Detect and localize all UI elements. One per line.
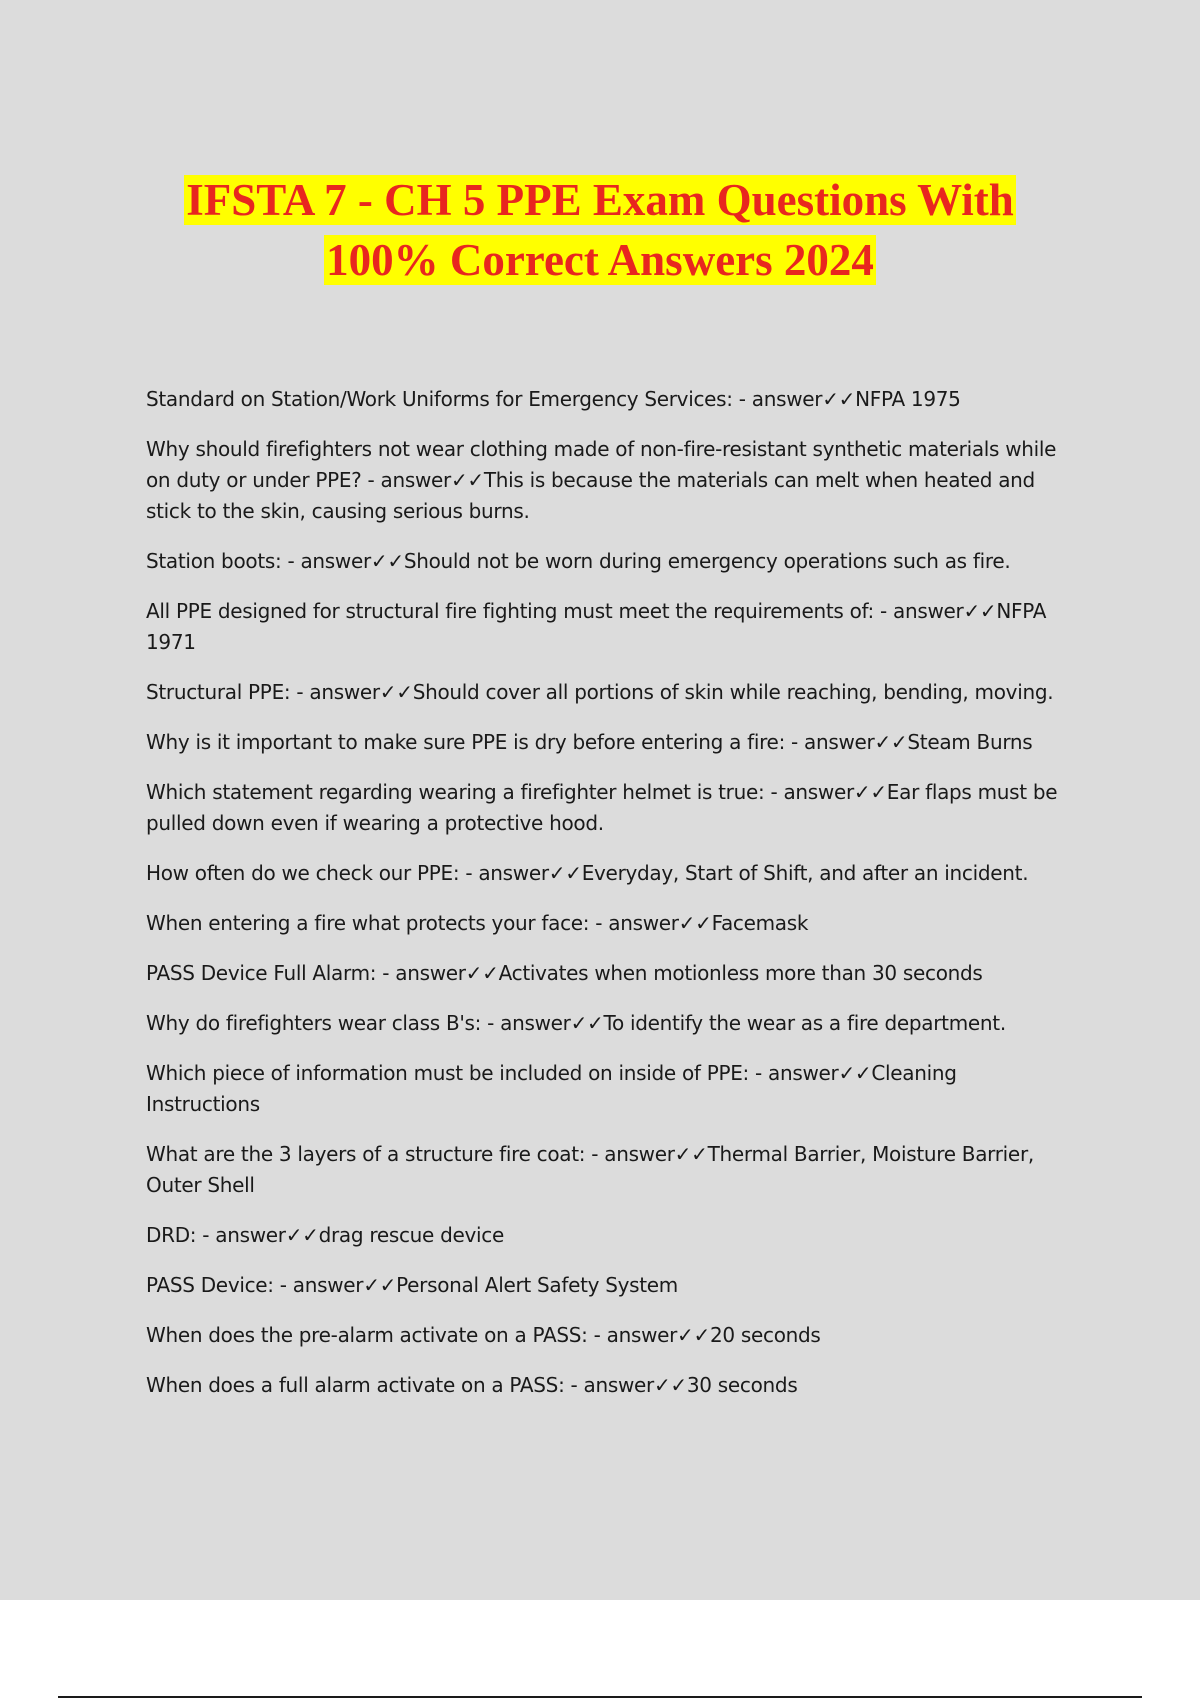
qa-item: PASS Device Full Alarm: - answer✓✓Activates when motionless more than 30 seconds <box>146 961 983 985</box>
qa-item: Why should firefighters not wear clothing made of non-fire-resistant synthetic materials while on duty or under PPE? - answer✓✓This is because the materials can melt when heated and stick to the skin, causing serious burns. <box>146 437 1057 523</box>
qa-item: What are the 3 layers of a structure fire coat: - answer✓✓Thermal Barrier, Moisture Barrier, Outer Shell <box>146 1142 1034 1197</box>
bottom-divider <box>58 1696 1142 1698</box>
qa-item: DRD: - answer✓✓drag rescue device <box>146 1223 504 1247</box>
qa-item: Standard on Station/Work Uniforms for Emergency Services: - answer✓✓NFPA 1975 <box>146 387 961 411</box>
document-title <box>0 170 1200 290</box>
qa-item: Why is it important to make sure PPE is dry before entering a fire: - answer✓✓Steam Burns <box>146 730 1033 754</box>
qa-item: Structural PPE: - answer✓✓Should cover all portions of skin while reaching, bending, moving. <box>146 680 1054 704</box>
qa-item: All PPE designed for structural fire fighting must meet the requirements of: - answer✓✓NFPA 1971 <box>146 599 1047 654</box>
qa-item: Why do firefighters wear class B's: - answer✓✓To identify the wear as a fire department. <box>146 1011 1006 1035</box>
qa-item: Which statement regarding wearing a firefighter helmet is true: - answer✓✓Ear flaps must be pulled down even if wearing a protective hood. <box>146 780 1058 835</box>
title-line-2: 100% Correct Answers 2024 <box>326 235 874 285</box>
qa-item: Which piece of information must be included on inside of PPE: - answer✓✓Cleaning Instructions <box>146 1061 957 1116</box>
title-line-1: IFSTA 7 - CH 5 PPE Exam Questions With <box>186 175 1014 225</box>
qa-item: When does the pre-alarm activate on a PASS: - answer✓✓20 seconds <box>146 1323 821 1347</box>
qa-item: How often do we check our PPE: - answer✓✓Everyday, Start of Shift, and after an incident. <box>146 861 1029 885</box>
qa-list <box>146 384 1076 1420</box>
qa-item: When entering a fire what protects your face: - answer✓✓Facemask <box>146 911 809 935</box>
qa-item: PASS Device: - answer✓✓Personal Alert Safety System <box>146 1273 678 1297</box>
qa-item: Station boots: - answer✓✓Should not be worn during emergency operations such as fire. <box>146 549 1011 573</box>
qa-item: When does a full alarm activate on a PASS: - answer✓✓30 seconds <box>146 1373 798 1397</box>
